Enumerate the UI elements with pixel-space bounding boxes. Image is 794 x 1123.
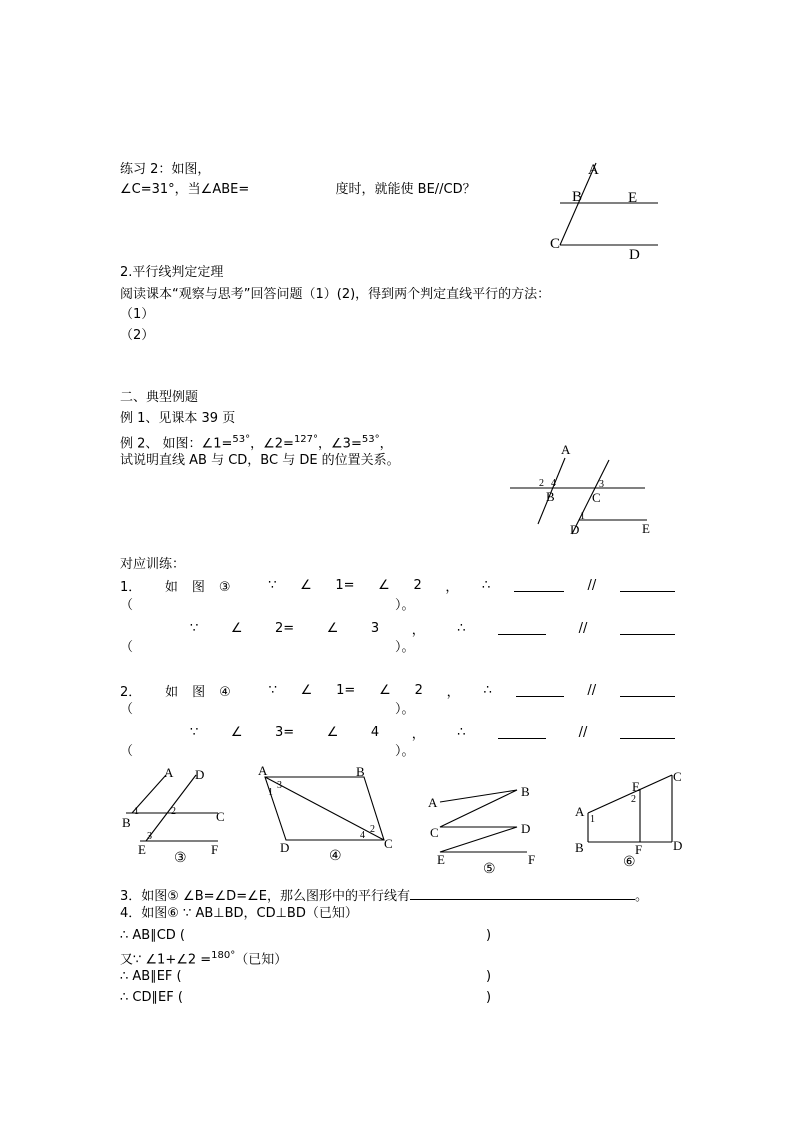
label-c: C — [673, 769, 682, 784]
paren-close: ）。 — [395, 702, 415, 717]
label-angle-1: 1 — [590, 814, 595, 825]
paren-close: ）。 — [395, 744, 415, 759]
figure-example2 — [505, 440, 665, 540]
q4-step1 — [120, 928, 185, 944]
caption-4: ④ — [329, 849, 342, 864]
figure-6 — [570, 765, 690, 873]
caption-6: ⑥ — [623, 855, 636, 870]
q1-blank-a[interactable] — [514, 578, 564, 592]
label-e: E — [642, 521, 650, 536]
label-c: C — [216, 809, 225, 824]
q4-step2-post: （已知） — [235, 952, 288, 968]
figure-3 — [118, 763, 238, 868]
q1-figure-ref: 如图③ — [164, 579, 245, 595]
q2-angle-b: ∠ — [379, 682, 391, 698]
example2-tail: ， — [379, 436, 393, 452]
example2-angle3: ，∠3= — [318, 436, 362, 452]
q2-figure-ref: 如图④ — [165, 684, 245, 700]
q3-blank[interactable] — [410, 886, 635, 900]
practice2-question — [120, 182, 476, 198]
section2-title: 2.平行线判定定理 — [120, 265, 224, 280]
q2-eq: 1= — [336, 682, 356, 698]
label-e: E — [628, 190, 638, 206]
example1: 例 1、见课本 39 页 — [120, 411, 236, 426]
q4-step2 — [120, 948, 287, 968]
q1-angle-a: ∠ — [300, 577, 312, 593]
q1-reason1 — [120, 598, 415, 614]
q4-step1-close: ) — [486, 928, 492, 943]
practice2-title: 练习 2：如图， — [120, 162, 211, 177]
q3-end: 。 — [634, 889, 648, 904]
q4-line: 4．如图⑥ ∵ AB⊥BD，CD⊥BD（已知） — [120, 906, 358, 921]
label-angle-4: 4 — [360, 830, 365, 841]
example2-angle1: ∠1= — [201, 436, 233, 452]
label-e: E — [632, 779, 640, 794]
q1-line1 — [120, 577, 675, 593]
example2-value1: 53° — [232, 434, 251, 445]
training-title: 对应训练： — [120, 557, 186, 572]
label-a: A — [575, 804, 585, 819]
q1b-therefore: ∴ — [457, 620, 466, 636]
q1b-rhs: 3 — [370, 620, 380, 636]
q1-parallel: // — [587, 577, 597, 593]
q1b-blank-a[interactable] — [498, 621, 546, 635]
label-d: D — [195, 767, 205, 782]
figure-4 — [256, 762, 401, 867]
segment-ac — [588, 775, 672, 813]
q1b-comma: ， — [411, 622, 425, 638]
label-f: F — [528, 852, 536, 867]
label-e: E — [437, 852, 445, 867]
figure-5 — [425, 780, 550, 880]
practice2-condition: ∠C=31°，当∠ABE= — [120, 182, 250, 197]
label-a: A — [428, 795, 438, 810]
q1b-angle-b: ∠ — [326, 620, 339, 636]
q4-step3 — [120, 969, 182, 985]
q4-step4-close: ) — [486, 990, 492, 1005]
q1-label: 1． — [120, 579, 142, 595]
q2-line2 — [190, 724, 675, 740]
q1b-blank-b[interactable] — [620, 621, 675, 635]
q1b-since: ∵ — [190, 620, 199, 636]
label-b: B — [572, 189, 583, 205]
label-b: B — [575, 840, 584, 855]
label-a: A — [588, 162, 599, 178]
q4-step3-text: ∴ AB∥EF ( — [120, 969, 182, 984]
label-d: D — [673, 838, 683, 853]
label-angle-3: 3 — [599, 479, 604, 490]
q2b-since: ∵ — [190, 724, 199, 740]
zigzag-lines — [440, 790, 527, 852]
q4-step2-value: 180° — [211, 950, 236, 961]
q4-step4 — [120, 990, 183, 1006]
label-angle-2: 2 — [631, 794, 636, 805]
practice2-question-tail: 度时，就能使 BE//CD？ — [335, 182, 476, 197]
paren-open: （ — [120, 598, 134, 613]
q1-eq: 1= — [335, 577, 355, 593]
q1-since: ∵ — [268, 577, 277, 593]
example2-given — [120, 432, 393, 452]
paren-open: （ — [120, 702, 134, 717]
label-d: D — [521, 821, 531, 836]
label-c: C — [592, 490, 601, 505]
q2-comma: ， — [446, 684, 460, 700]
label-angle-1: 1 — [134, 806, 139, 817]
q2-reason2 — [120, 744, 415, 760]
label-b: B — [546, 489, 555, 504]
q1-angle-b: ∠ — [378, 577, 390, 593]
section2-intro: 阅读课本“观察与思考”回答问题（1）(2)，得到两个判定直线平行的方法： — [120, 287, 551, 302]
label-angle-2: 2 — [171, 806, 176, 817]
q1b-parallel: // — [578, 620, 588, 636]
label-c: C — [430, 825, 439, 840]
q2-label: 2． — [120, 684, 142, 700]
q2-reason1 — [120, 702, 415, 718]
q2b-parallel: // — [578, 724, 588, 740]
q2b-eq: 3= — [275, 724, 295, 740]
q3-text: 3．如图⑤ ∠B=∠D=∠E，那么图形中的平行线有 — [120, 889, 410, 904]
examples-title: 二、典型例题 — [120, 390, 199, 405]
caption-5: ⑤ — [483, 862, 496, 877]
example2-value2: 127° — [293, 434, 319, 445]
label-d: D — [570, 522, 580, 537]
q1-reason2 — [120, 640, 415, 656]
label-c: C — [384, 836, 393, 851]
q1-comma: ， — [445, 579, 459, 595]
label-f: F — [211, 842, 219, 857]
q2-rhs: 2 — [414, 682, 423, 698]
q2-parallel: // — [587, 682, 597, 698]
q2-angle-a: ∠ — [300, 682, 313, 698]
example2-question: 试说明直线 AB 与 CD，BC 与 DE 的位置关系。 — [120, 453, 400, 468]
label-angle-4: 4 — [551, 478, 556, 489]
paren-open: （ — [120, 744, 134, 759]
figure-practice2 — [550, 158, 670, 268]
example2-value3: 53° — [361, 434, 380, 445]
label-d: D — [629, 247, 640, 263]
label-b: B — [122, 815, 131, 830]
label-angle-2: 2 — [539, 478, 544, 489]
example2-angle2: ，∠2= — [250, 436, 294, 452]
q4-step4-text: ∴ CD∥EF ( — [120, 990, 183, 1005]
q4-step2-pre: 又∵ ∠1+∠2 = — [120, 952, 212, 968]
label-b: B — [356, 764, 365, 779]
q1-line2 — [190, 620, 675, 636]
q2-blank-a[interactable] — [516, 683, 564, 697]
q1b-eq: 2= — [275, 620, 295, 636]
label-d: D — [280, 840, 290, 855]
label-angle-3: 3 — [147, 831, 152, 842]
q2-since: ∵ — [268, 682, 277, 698]
q3-line — [120, 886, 648, 905]
q2-blank-b[interactable] — [620, 683, 675, 697]
label-b: B — [521, 784, 530, 799]
q2b-therefore: ∴ — [457, 724, 466, 740]
label-angle-3: 3 — [277, 780, 282, 791]
label-c: C — [550, 236, 561, 252]
q2b-blank-b[interactable] — [620, 725, 675, 739]
q2-line1 — [120, 682, 675, 698]
q1b-angle-a: ∠ — [230, 620, 243, 636]
label-angle-1: 1 — [268, 787, 273, 798]
label-a: A — [164, 765, 174, 780]
section2-item2: （2） — [120, 328, 155, 343]
q2b-comma: ， — [411, 726, 425, 742]
q2b-angle-b: ∠ — [326, 724, 339, 740]
q4-step3-close: ) — [486, 969, 492, 984]
q2b-rhs: 4 — [370, 724, 380, 740]
paren-close: ）。 — [395, 640, 415, 655]
q1-blank-b[interactable] — [620, 578, 675, 592]
caption-3: ③ — [174, 851, 187, 866]
q2-therefore: ∴ — [483, 682, 492, 698]
section2-item1: （1） — [120, 307, 155, 322]
label-angle-2: 2 — [370, 824, 375, 835]
label-e: E — [138, 842, 146, 857]
paren-open: （ — [120, 640, 134, 655]
q4-step1-text: ∴ AB∥CD ( — [120, 928, 186, 943]
q2b-angle-a: ∠ — [230, 724, 243, 740]
example2-prefix: 例 2、 如图： — [120, 436, 202, 452]
q1-rhs: 2 — [413, 577, 422, 593]
q2b-blank-a[interactable] — [498, 725, 546, 739]
label-a: A — [561, 442, 571, 457]
label-f: F — [635, 842, 643, 857]
label-angle-1: 1 — [580, 511, 585, 522]
paren-close: ）。 — [395, 598, 415, 613]
label-a: A — [258, 763, 268, 778]
q1-therefore: ∴ — [482, 577, 491, 593]
